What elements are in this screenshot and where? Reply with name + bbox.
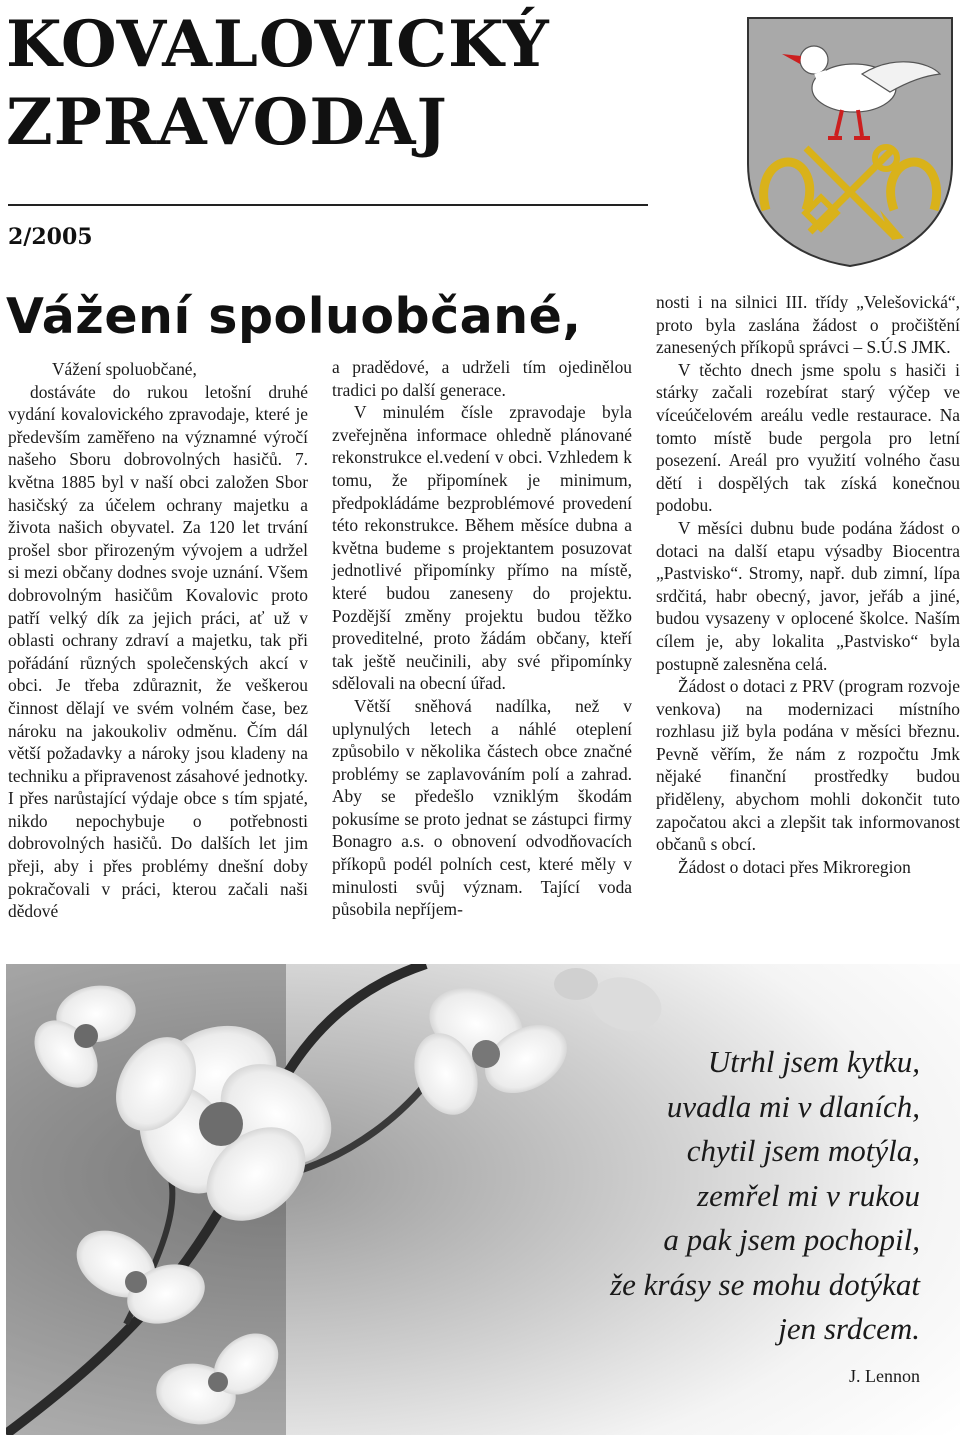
poem	[500, 1040, 920, 1352]
poem-line: že krásy se mohu dotýkat	[610, 1266, 920, 1302]
masthead	[6, 6, 646, 162]
article-column-3	[656, 291, 960, 878]
article-column-1	[8, 358, 308, 923]
poem-line: jen srdcem.	[778, 1311, 920, 1346]
masthead-divider	[8, 204, 648, 206]
article-paragraph: nosti i na silnici III. třídy „Velešovická“, proto byla zaslána žádost o pročištění zanesených příkopů správci – S.Ú.S JMK.	[656, 292, 960, 358]
article-paragraph: Žádost o dotaci přes Mikroregion	[678, 856, 911, 877]
article-paragraph: Větší sněhová nadílka, než v uplynulých letech a náhlé oteplení způsobilo v několika částech obce značné problémy se zaplavováním polí a zahrad. Aby se předešlo vzniklým škodám pokusíme se proto jednat se zástupci firmy Bonagro a.s. o obnovení odvodňovacích příkopů podél polních cest, které měly v minulosti svůj význam. Tající voda působila nepříjem-	[332, 695, 632, 920]
poem-line: Utrhl jsem kytku,	[707, 1044, 920, 1079]
article-column-2	[332, 356, 632, 921]
article-paragraph: dostáváte do rukou letošní druhé vydání kovalovického zpravodaje, které je především zaměřeno na významné výročí našeho Sboru dobrovolných hasičů. 7. května 1885 byl v naší obci založen Sbor hasičský za účelem ochrany majetku a života našich obyvatel. Za 120 let trvání prošel sbor přirozeným vývojem a udržel si mezi občany dodnes svoje uznání. Všem dobrovolným hasičům Kovalovic proto patří velký dík za jejich práci, ať už v oblasti ochrany zdraví a majetku, tak při pořádání různých společenských akcí v obci. Je třeba zdůraznit, že veškerou činnost dělají ve svém volném čase, bez nároku na jakoukoliv odměnu. Čím dál větší požadavky a nároky jsou kladeny na techniku a připravenost zásahové jednotky. I přes narůstající výdaje obce s tím spjaté, nikdo nepochybuje o potřebnosti dobrovolných hasičů. Do dalších let jim přeji, aby i přes problémy dnešní doby pokračovali v práci, kterou začali naši dědové	[8, 381, 308, 922]
article-paragraph: Žádost o dotaci z PRV (program rozvoje venkova) na modernizaci místního rozhlasu již byla podána v měsíci březnu. Pevně věřím, že nám z rozpočtu Jmk nějaké finanční prostředky budou přiděleny, abychom mohli dokončit tuto započatou akci a zlepšit tak informovanost občanů s obcí.	[656, 676, 960, 855]
article-paragraph: V minulém čísle zpravodaje byla zveřejněna informace ohledně plánované rekonstrukce el.vedení v obci. Vzhledem k tomu, že připomínek je minimum, předpokládáme bezproblémové provedení této rekonstrukce. Během měsíce dubna a května budeme s projektantem posuzovat jednotlivé připomínky přímo na místě, které budou zaneseny do projektu. Pozdější změny projektu budou těžko proveditelné, proto žádám občany, kteří tak ještě neučinili, aby své připomínky sdělovali na obecní úřad.	[332, 402, 632, 694]
article-paragraph: V měsíci dubnu bude podána žádost o dotaci na další etapu výsadby Biocentra „Pastvisko“. Stromy, např. dub zimní, lípa srdčitá, habr obecný, javor, jeřáb a jiné, budou vysazeny v oplocené školce. Naším cílem je, aby lokalita „Pastvisko“ byla postupně zalesněna celá.	[656, 517, 960, 674]
article-paragraph: Vážení spoluobčané,	[52, 359, 197, 379]
municipal-coat-of-arms-icon	[744, 14, 956, 270]
article-headline: Vážení spoluobčané,	[6, 288, 582, 345]
masthead-title-line2: ZPRAVODAJ	[6, 85, 448, 160]
poem-line: a pak jsem pochopil,	[663, 1222, 920, 1257]
article-paragraph: V těchto dnech jsme spolu s hasiči i stárky začali rozebírat starý výčep ve víceúčelovém areálu vedle restaurace. Na tomto místě bude pergola pro letní posezení. Areál pro využití volného času dětí i dospělých tak získá konečnou podobu.	[656, 359, 960, 516]
poem-line: zemřel mi v rukou	[697, 1177, 920, 1213]
poem-line: uvadla mi v dlaních,	[666, 1088, 920, 1124]
issue-number: 2/2005	[8, 224, 93, 250]
poem-line: chytil jsem motýla,	[686, 1133, 920, 1168]
article-paragraph: a pradědové, a udrželi tím ojedinělou tradici po další generace.	[332, 357, 632, 400]
poem-author: J. Lennon	[849, 1366, 920, 1386]
masthead-title-line1: KOVALOVICKÝ	[6, 7, 550, 82]
